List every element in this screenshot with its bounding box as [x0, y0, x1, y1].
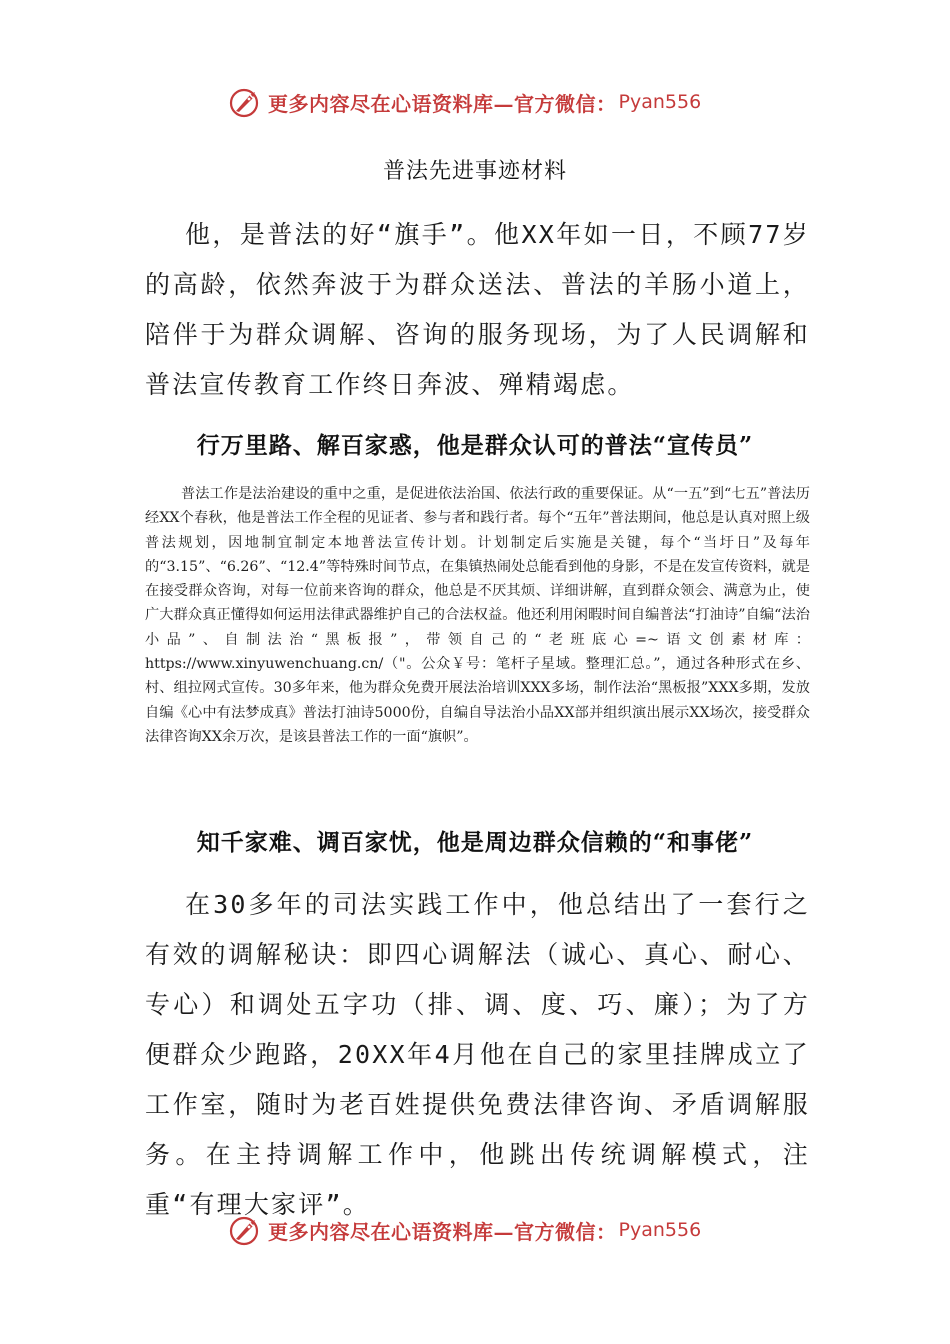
- pen-nib-logo-icon: [228, 1212, 264, 1248]
- banner-wechat-id: Pyan556: [618, 1219, 702, 1241]
- footer-watermark-banner: [0, 1210, 950, 1250]
- pen-nib-logo-icon: [228, 84, 264, 120]
- section2-paragraph: 在30多年的司法实践工作中，他总结出了一套行之有效的调解秘诀：即四心调解法（诚心、真心、耐心、专心）和调处五字功（排、调、度、巧、廉）；为了方便群众少跑路，20XX年4月他在自己的家里挂牌成立了工作室，随时为老百姓提供免费法律咨询、矛盾调解服务。在主持调解工作中，他跳出传统调解模式，注重“有理大家评”。: [145, 890, 810, 1219]
- banner-text: 更多内容尽在心语资料库—官方微信：: [268, 1219, 617, 1244]
- section2-heading: 知千家难、调百家忧，他是周边群众信赖的“和事佬”: [196, 829, 754, 856]
- banner-wechat-id: Pyan556: [618, 91, 702, 113]
- section1-paragraph: 普法工作是法治建设的重中之重，是促进依法治国、依法行政的重要保证。从“一五”到“七五”普法历经XX个春秋，他是普法工作全程的见证者、参与者和践行者。每个“五年”普法期间，他总是认真对照上级普法规划，因地制宜制定本地普法宣传计划。计划制定后实施是关键，每个“当圩日”及每年的“3.15”、“6.26”、“12.4”等特殊时间节点，在集镇热闹处总能看到他的身影，不是在发宣传资料，就是在接受群众咨询，对每一位前来咨询的群众，他总是不厌其烦、详细讲解，直到群众领会、满意为止，使广大群众真正懂得如何运用法律武器维护自己的合法权益。他还利用闲暇时间自编普法“打油诗”自编“法治小品”、自制法治“黑板报”，带领自己的“老班底心=~语文创素材库：https://www.xinyuwenchuang.cn/（"。公众￥号：笔杆子星域。整理汇总。”，通过各种形式在乡、村、组拉网式宣传。30多年来，他为群众免费开展法治培训XXX多场，制作法治“黑板报”XXX多期，发放自编《心中有法梦成真》普法打油诗5000份，自编自导法治小品XX部并组织演出展示XX场次，接受群众法律咨询XX余万次，是该县普法工作的一面“旗帜”。: [145, 486, 810, 745]
- header-watermark-banner: [0, 82, 950, 122]
- document-title: 普法先进事迹材料: [382, 159, 567, 184]
- banner-text: 更多内容尽在心语资料库—官方微信：: [268, 91, 617, 116]
- section1-heading: 行万里路、解百家惑，他是群众认可的普法“宣传员”: [196, 432, 754, 459]
- intro-paragraph: 他，是普法的好“旗手”。他XX年如一日，不顾77岁的高龄，依然奔波于为群众送法、普法的羊肠小道上，陪伴于为群众调解、咨询的服务现场，为了人民调解和普法宣传教育工作终日奔波、殚精竭虑。: [145, 220, 810, 399]
